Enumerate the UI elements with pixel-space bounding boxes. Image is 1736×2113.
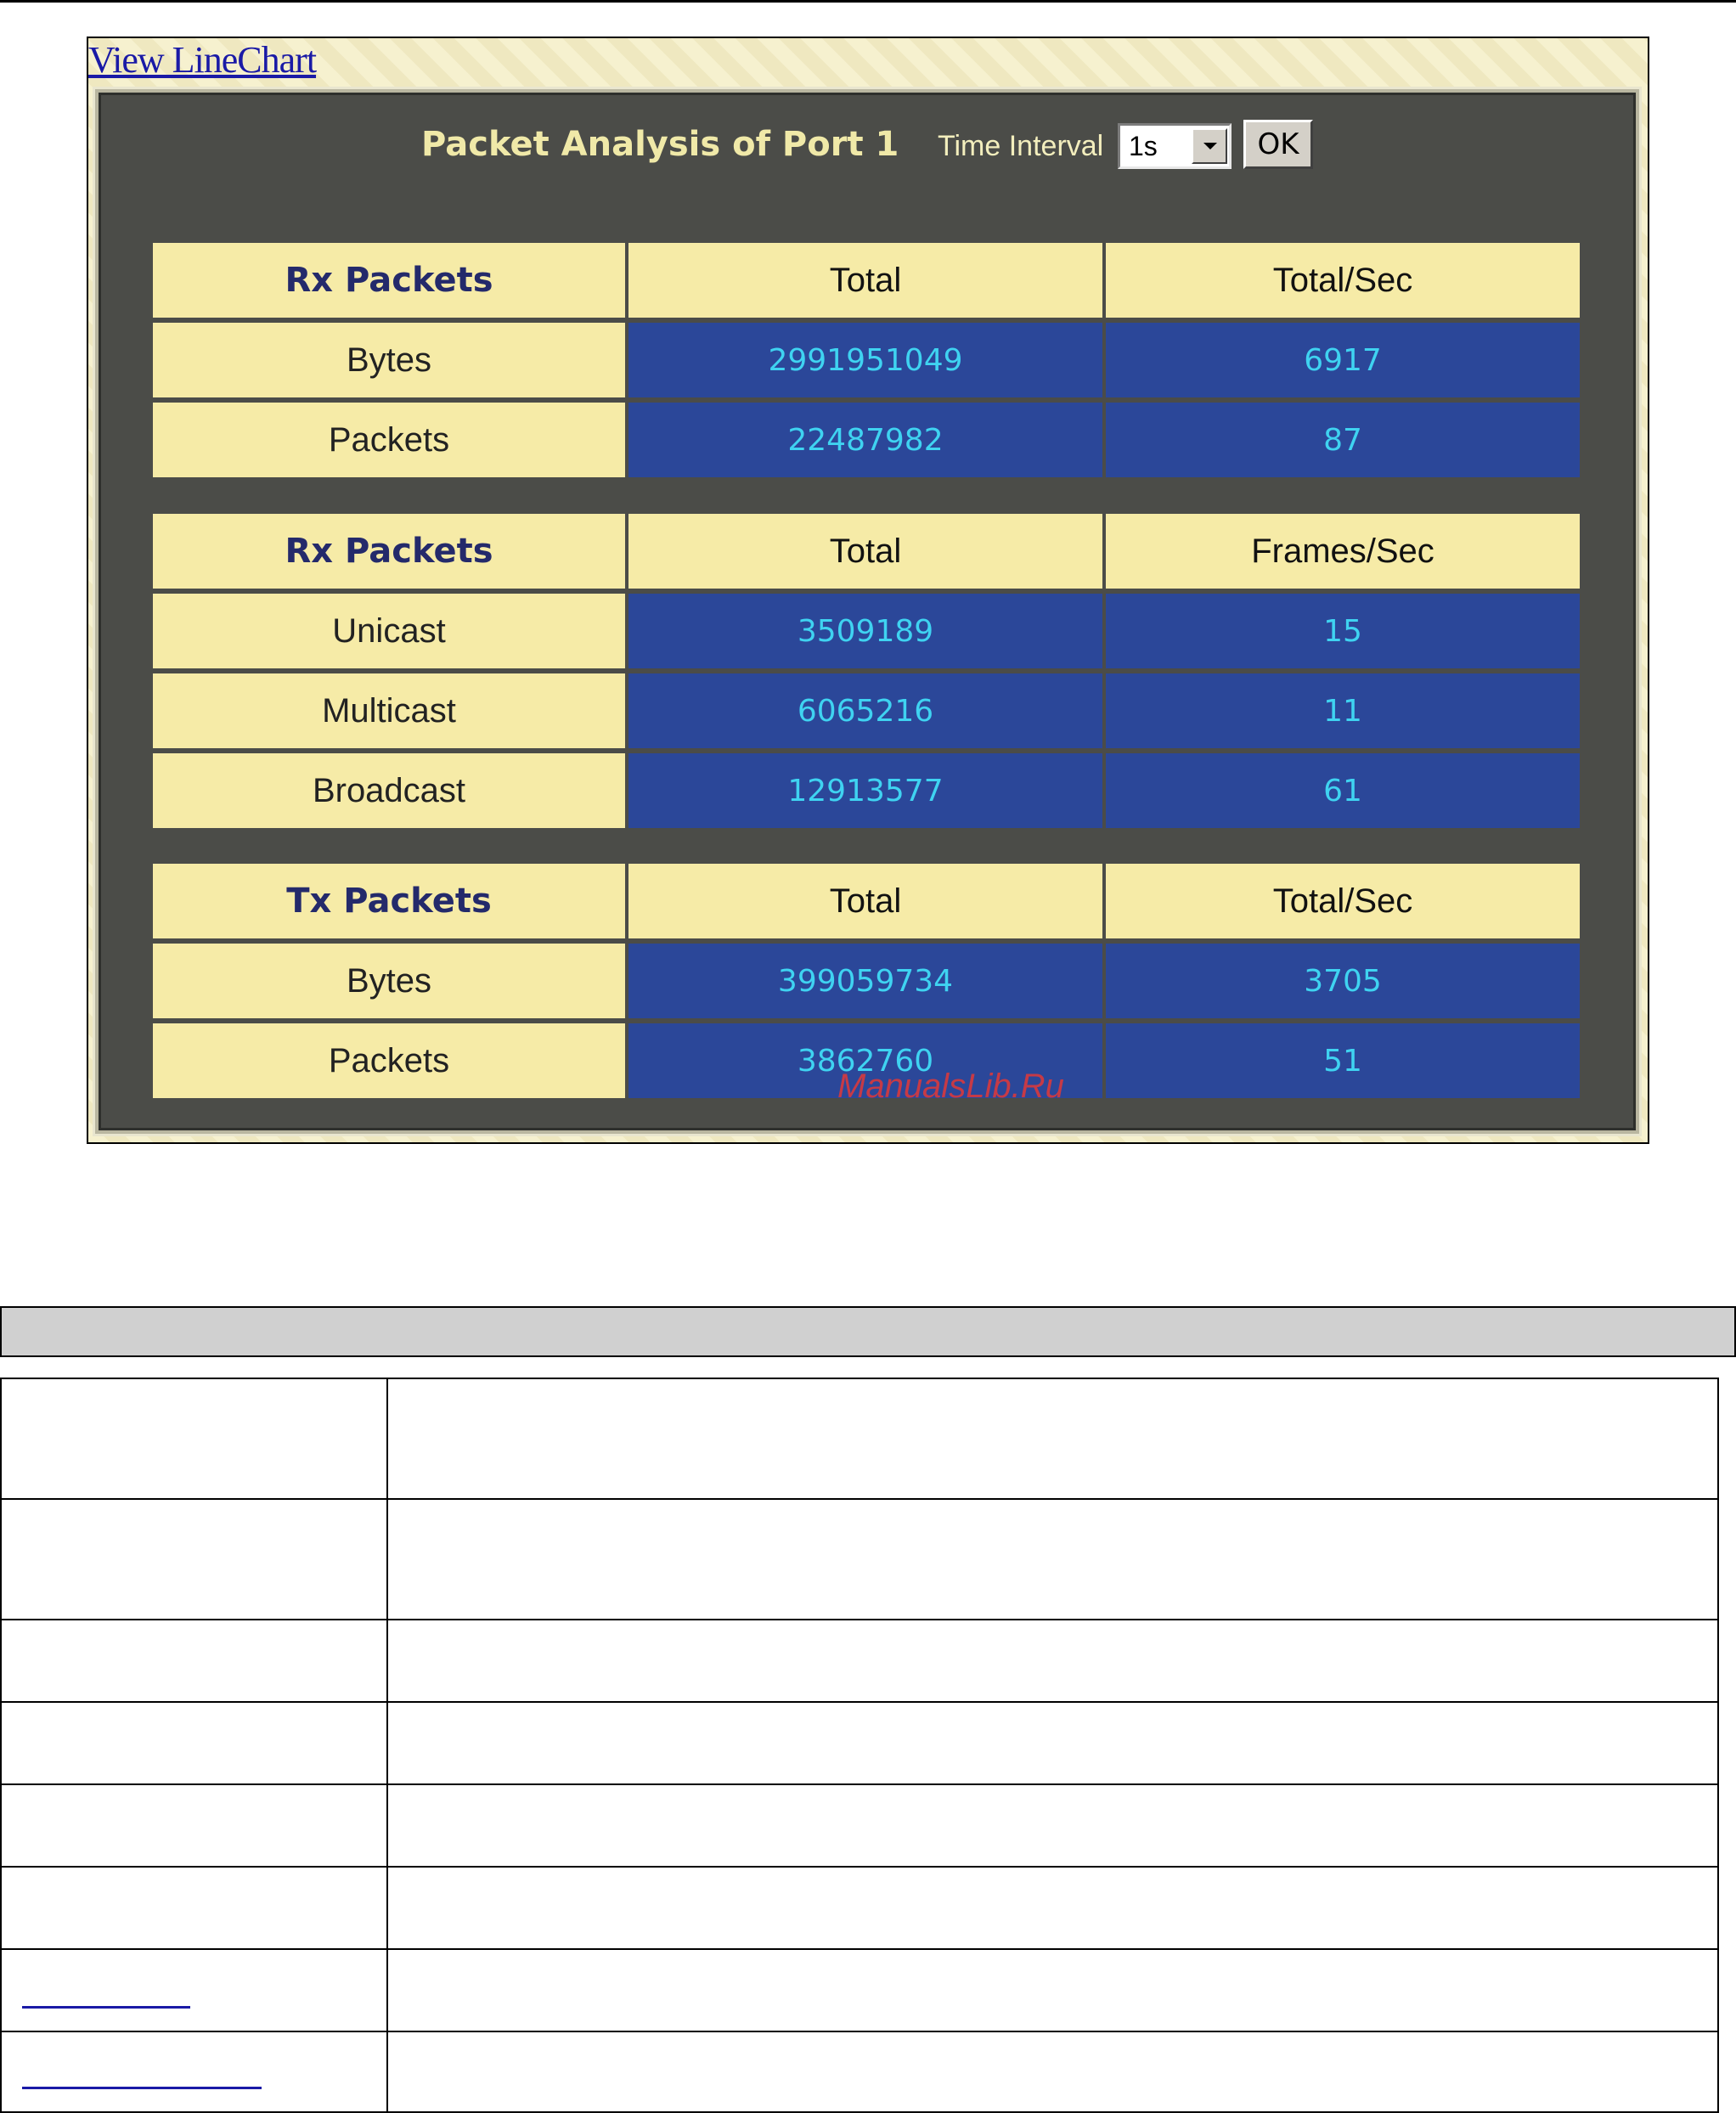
rate-value: 51	[1106, 1023, 1580, 1098]
row-label: Multicast	[153, 673, 625, 748]
table-row	[151, 591, 1581, 671]
table-row	[2, 2032, 1717, 2111]
total-value: 22487982	[628, 403, 1102, 477]
link-underline[interactable]	[22, 2087, 262, 2089]
rate-value: 3705	[1106, 944, 1580, 1018]
time-interval-label: Time Interval	[938, 130, 1104, 162]
ok-button[interactable]: OK	[1243, 120, 1313, 169]
rate-value: 61	[1106, 753, 1580, 828]
screenshot-frame	[87, 37, 1649, 1144]
total-value: 12913577	[628, 753, 1102, 828]
header-cell: Total	[628, 514, 1102, 589]
table-row	[151, 400, 1581, 480]
table-row	[151, 751, 1581, 831]
row-label: Packets	[153, 1023, 625, 1098]
header-cell: Rx Packets	[153, 514, 625, 589]
total-value: 2991951049	[628, 323, 1102, 397]
rate-value: 15	[1106, 594, 1580, 668]
rx-frames-table	[151, 511, 1581, 831]
top-rule	[0, 0, 1736, 3]
header-cell: Total	[628, 864, 1102, 938]
table-row	[2, 1868, 1717, 1950]
table-row	[2, 1620, 1717, 1703]
link-underline[interactable]	[22, 2006, 190, 2009]
table-row	[2, 1950, 1717, 2032]
total-value: 3509189	[628, 594, 1102, 668]
panel-title: Packet Analysis of Port 1	[421, 125, 899, 164]
rate-value: 6917	[1106, 323, 1580, 397]
table-header-row	[151, 861, 1581, 941]
header-cell: Tx Packets	[153, 864, 625, 938]
total-value: 399059734	[628, 944, 1102, 1018]
row-label: Unicast	[153, 594, 625, 668]
header-cell: Total/Sec	[1106, 243, 1580, 318]
header-cell: Total	[628, 243, 1102, 318]
row-label: Bytes	[153, 944, 625, 1018]
description-table	[0, 1378, 1719, 2113]
description-table-header	[0, 1306, 1736, 1357]
row-label: Broadcast	[153, 753, 625, 828]
table-row	[151, 671, 1581, 751]
header-cell: Frames/Sec	[1106, 514, 1580, 589]
total-value: 3862760	[628, 1023, 1102, 1098]
time-interval-select[interactable]	[1118, 123, 1232, 169]
table-header-row	[151, 511, 1581, 591]
table-row	[2, 1785, 1717, 1868]
rate-value: 87	[1106, 403, 1580, 477]
table-row	[151, 320, 1581, 400]
table-row	[2, 1500, 1717, 1620]
time-interval-value: 1s	[1129, 131, 1158, 161]
packet-analysis-panel	[95, 89, 1639, 1134]
total-value: 6065216	[628, 673, 1102, 748]
rx-bytes-table	[151, 240, 1581, 480]
row-label: Bytes	[153, 323, 625, 397]
view-linechart-link[interactable]: View LineChart	[88, 39, 317, 81]
rate-value: 11	[1106, 673, 1580, 748]
dropdown-arrow-icon[interactable]	[1192, 128, 1227, 164]
header-cell: Total/Sec	[1106, 864, 1580, 938]
row-label: Packets	[153, 403, 625, 477]
table-row	[2, 1703, 1717, 1785]
header-cell: Rx Packets	[153, 243, 625, 318]
watermark: ManualsLib.Ru	[837, 1068, 1064, 1105]
table-row	[151, 941, 1581, 1021]
table-header-row	[151, 240, 1581, 320]
table-row	[2, 1379, 1717, 1500]
tx-packets-table	[151, 861, 1581, 1101]
